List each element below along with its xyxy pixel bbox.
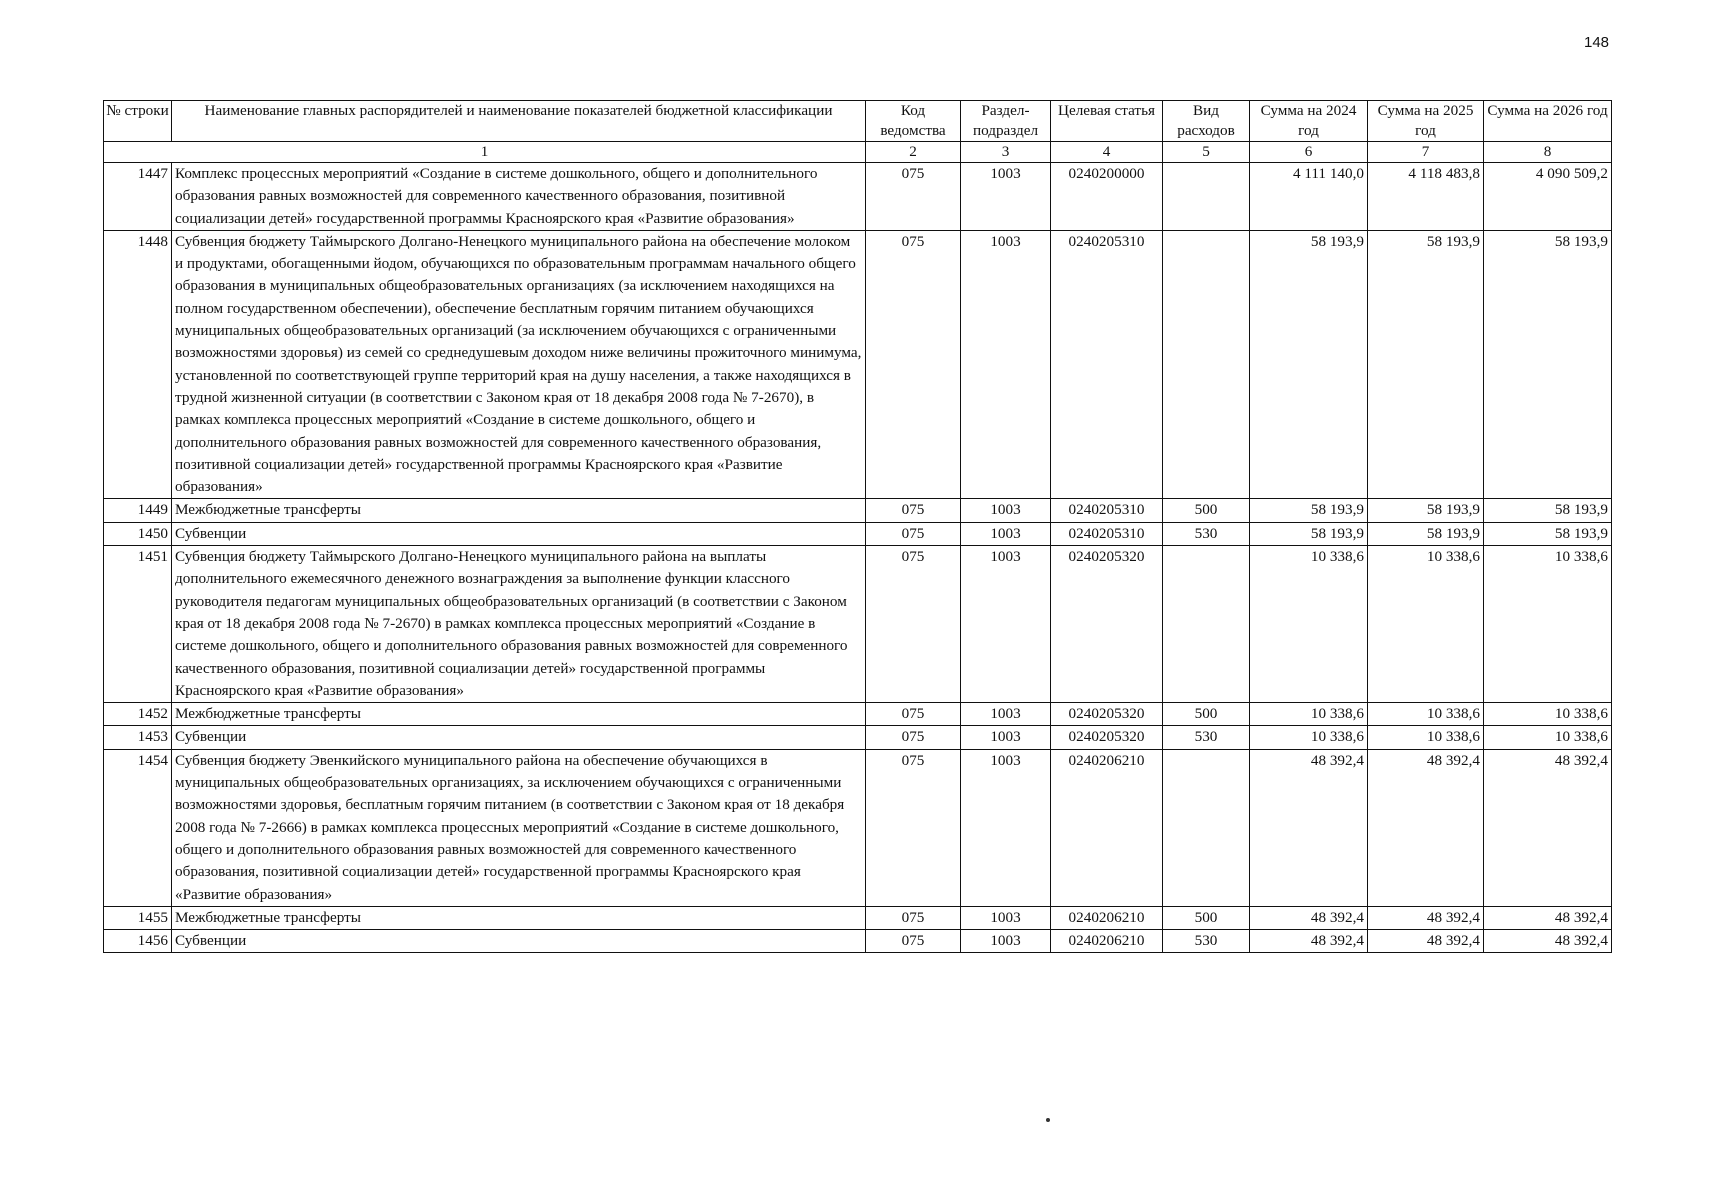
- page-number: 148: [1584, 34, 1610, 51]
- row-sum-2024: 10 338,6: [1250, 703, 1368, 726]
- row-number: 1454: [104, 749, 172, 906]
- row-number: 1455: [104, 906, 172, 929]
- table-row: [104, 522, 1612, 545]
- row-section: 1003: [961, 499, 1051, 522]
- row-sum-2025: 4 118 483,8: [1368, 163, 1484, 231]
- row-sum-2026: 48 392,4: [1484, 906, 1612, 929]
- row-sum-2025: 48 392,4: [1368, 930, 1484, 953]
- row-code: 075: [866, 703, 961, 726]
- table-row: [104, 749, 1612, 906]
- row-sum-2026: 4 090 509,2: [1484, 163, 1612, 231]
- header-row: [104, 101, 1612, 142]
- row-sum-2024: 58 193,9: [1250, 499, 1368, 522]
- header-row-no: № строки: [104, 101, 172, 142]
- row-sum-2024: 48 392,4: [1250, 906, 1368, 929]
- row-section: 1003: [961, 703, 1051, 726]
- row-code: 075: [866, 522, 961, 545]
- row-sum-2026: 58 193,9: [1484, 522, 1612, 545]
- table-row: [104, 703, 1612, 726]
- row-target: 0240206210: [1051, 930, 1163, 953]
- row-sum-2025: 10 338,6: [1368, 703, 1484, 726]
- table-row: [104, 726, 1612, 749]
- row-name: Субвенции: [172, 930, 866, 953]
- row-number: 1450: [104, 522, 172, 545]
- row-code: 075: [866, 906, 961, 929]
- row-expense-type: 500: [1163, 499, 1250, 522]
- row-section: 1003: [961, 230, 1051, 499]
- row-sum-2025: 48 392,4: [1368, 749, 1484, 906]
- row-target: 0240205320: [1051, 703, 1163, 726]
- row-number: 1449: [104, 499, 172, 522]
- row-expense-type: [1163, 546, 1250, 703]
- row-sum-2025: 58 193,9: [1368, 230, 1484, 499]
- column-numbers-row: [104, 142, 1612, 163]
- row-number: 1448: [104, 230, 172, 499]
- row-section: 1003: [961, 163, 1051, 231]
- row-code: 075: [866, 230, 961, 499]
- row-code: 075: [866, 546, 961, 703]
- stray-mark: [1046, 1118, 1050, 1122]
- row-name: Межбюджетные трансферты: [172, 499, 866, 522]
- row-sum-2025: 48 392,4: [1368, 906, 1484, 929]
- row-sum-2026: 48 392,4: [1484, 930, 1612, 953]
- row-sum-2026: 48 392,4: [1484, 749, 1612, 906]
- row-target: 0240206210: [1051, 749, 1163, 906]
- row-sum-2026: 10 338,6: [1484, 703, 1612, 726]
- row-expense-type: 530: [1163, 930, 1250, 953]
- row-section: 1003: [961, 522, 1051, 545]
- row-sum-2024: 10 338,6: [1250, 546, 1368, 703]
- row-target: 0240206210: [1051, 906, 1163, 929]
- row-sum-2025: 10 338,6: [1368, 726, 1484, 749]
- row-number: 1451: [104, 546, 172, 703]
- row-section: 1003: [961, 930, 1051, 953]
- column-number: 6: [1250, 142, 1368, 163]
- row-sum-2025: 58 193,9: [1368, 522, 1484, 545]
- row-target: 0240205310: [1051, 230, 1163, 499]
- budget-table: [103, 100, 1612, 953]
- row-section: 1003: [961, 906, 1051, 929]
- row-name: Субвенции: [172, 522, 866, 545]
- row-sum-2025: 58 193,9: [1368, 499, 1484, 522]
- header-name: Наименование главных распорядителей и наименование показателей бюджетной классификации: [172, 101, 866, 142]
- row-code: 075: [866, 930, 961, 953]
- row-name: Комплекс процессных мероприятий «Создание в системе дошкольного, общего и дополнительного образования равных возможностей для современного качественного образования, позитивной социализации детей» государственной программы Красноярского края «Развитие образования»: [172, 163, 866, 231]
- row-sum-2024: 48 392,4: [1250, 930, 1368, 953]
- row-target: 0240205320: [1051, 546, 1163, 703]
- header-expense-type: Вид расходов: [1163, 101, 1250, 142]
- row-target: 0240205320: [1051, 726, 1163, 749]
- row-name: Субвенция бюджету Таймырского Долгано-Ненецкого муниципального района на обеспечение молоком и продуктами, обогащенными йодом, обучающихся по образовательным программам начального общего образования в муниципальных общеобразовательных организациях (за исключением находящихся на полном государственном обеспечении), обеспечение бесплатным горячим питанием обучающихся муниципальных общеобразовательных организаций (за исключением обучающихся с ограниченными возможностями здоровья) из семей со среднедушевым доходом ниже величины прожиточного минимума, установленной по соответствующей группе территорий края на душу населения, а также находящихся в трудной жизненной ситуации (в соответствии с Законом края от 18 декабря 2008 года № 7-2670), в рамках комплекса процессных мероприятий «Создание в системе дошкольного, общего и дополнительного образования равных возможностей для современного качественного образования, позитивной социализации детей» государственной программы Красноярского края «Развитие образования»: [172, 230, 866, 499]
- table-row: [104, 163, 1612, 231]
- table-row: [104, 499, 1612, 522]
- header-sum-2025: Сумма на 2025 год: [1368, 101, 1484, 142]
- row-name: Межбюджетные трансферты: [172, 703, 866, 726]
- column-number: 8: [1484, 142, 1612, 163]
- row-target: 0240205310: [1051, 499, 1163, 522]
- row-expense-type: [1163, 163, 1250, 231]
- row-target: 0240200000: [1051, 163, 1163, 231]
- row-sum-2024: 58 193,9: [1250, 522, 1368, 545]
- row-sum-2024: 4 111 140,0: [1250, 163, 1368, 231]
- table-row: [104, 546, 1612, 703]
- row-name: Субвенция бюджету Таймырского Долгано-Ненецкого муниципального района на выплаты дополнительного ежемесячного денежного вознаграждения за выполнение функции классного руководителя педагогам муниципальных общеобразовательных организаций (в соответствии с Законом края от 18 декабря 2008 года № 7-2670) в рамках комплекса процессных мероприятий «Создание в системе дошкольного, общего и дополнительного образования равных возможностей для современного качественного образования, позитивной социализации детей» государственной программы Красноярского края «Развитие образования»: [172, 546, 866, 703]
- table-row: [104, 906, 1612, 929]
- header-sum-2024: Сумма на 2024 год: [1250, 101, 1368, 142]
- header-section: Раздел-подраздел: [961, 101, 1051, 142]
- row-sum-2024: 10 338,6: [1250, 726, 1368, 749]
- header-sum-2026: Сумма на 2026 год: [1484, 101, 1612, 142]
- row-number: 1453: [104, 726, 172, 749]
- table-row: [104, 230, 1612, 499]
- row-expense-type: 530: [1163, 522, 1250, 545]
- row-sum-2024: 58 193,9: [1250, 230, 1368, 499]
- row-target: 0240205310: [1051, 522, 1163, 545]
- row-section: 1003: [961, 749, 1051, 906]
- table-row: [104, 930, 1612, 953]
- row-expense-type: [1163, 230, 1250, 499]
- row-name: Межбюджетные трансферты: [172, 906, 866, 929]
- row-code: 075: [866, 726, 961, 749]
- row-sum-2026: 10 338,6: [1484, 546, 1612, 703]
- row-code: 075: [866, 499, 961, 522]
- header-code: Код ведомства: [866, 101, 961, 142]
- row-expense-type: 500: [1163, 906, 1250, 929]
- row-section: 1003: [961, 546, 1051, 703]
- row-sum-2024: 48 392,4: [1250, 749, 1368, 906]
- column-number: 1: [104, 142, 866, 163]
- row-section: 1003: [961, 726, 1051, 749]
- row-number: 1452: [104, 703, 172, 726]
- row-expense-type: [1163, 749, 1250, 906]
- header-target: Целевая статья: [1051, 101, 1163, 142]
- row-sum-2026: 10 338,6: [1484, 726, 1612, 749]
- row-number: 1447: [104, 163, 172, 231]
- column-number: 4: [1051, 142, 1163, 163]
- row-sum-2026: 58 193,9: [1484, 499, 1612, 522]
- column-number: 7: [1368, 142, 1484, 163]
- row-sum-2026: 58 193,9: [1484, 230, 1612, 499]
- row-expense-type: 530: [1163, 726, 1250, 749]
- row-expense-type: 500: [1163, 703, 1250, 726]
- column-number: 3: [961, 142, 1051, 163]
- row-number: 1456: [104, 930, 172, 953]
- column-number: 5: [1163, 142, 1250, 163]
- row-code: 075: [866, 163, 961, 231]
- row-sum-2025: 10 338,6: [1368, 546, 1484, 703]
- row-name: Субвенции: [172, 726, 866, 749]
- row-code: 075: [866, 749, 961, 906]
- column-number: 2: [866, 142, 961, 163]
- row-name: Субвенция бюджету Эвенкийского муниципального района на обеспечение обучающихся в муниципальных общеобразовательных организациях, за исключением обучающихся с ограниченными возможностями здоровья, бесплатным горячим питанием (в соответствии с Законом края от 18 декабря 2008 года № 7-2666) в рамках комплекса процессных мероприятий «Создание в системе дошкольного, общего и дополнительного образования равных возможностей для современного качественного образования, позитивной социализации детей» государственной программы Красноярского края «Развитие образования»: [172, 749, 866, 906]
